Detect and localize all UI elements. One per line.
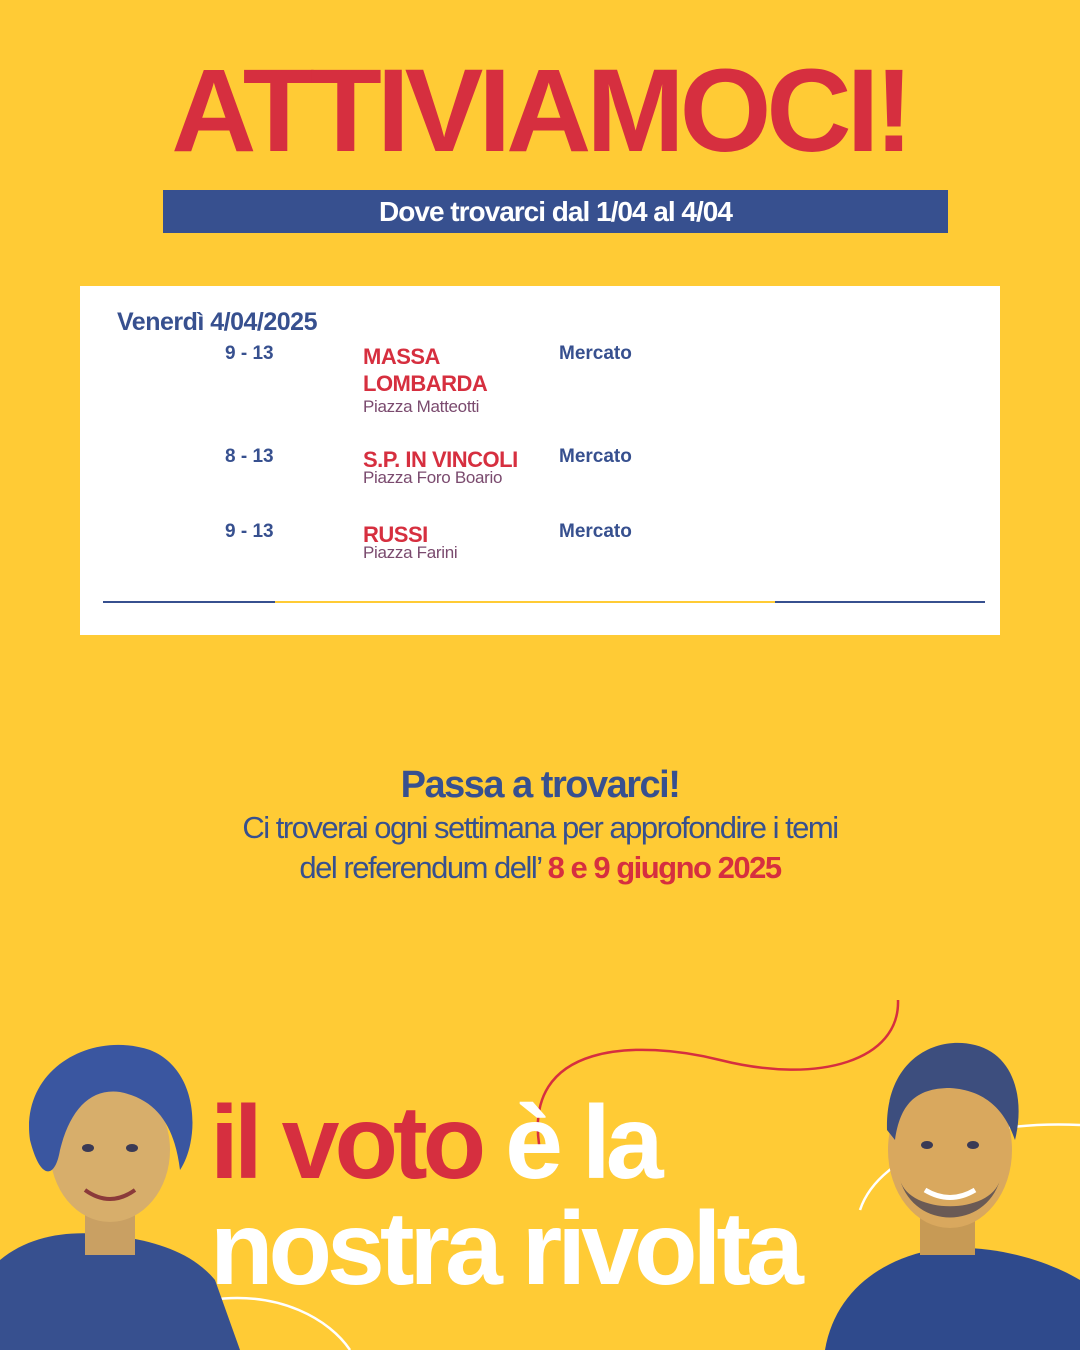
page-title: ATTIVIAMOCI! <box>171 45 909 177</box>
man-portrait-image <box>815 1030 1080 1350</box>
event-square: Piazza Foro Boario <box>363 468 503 487</box>
cta-line-2 <box>0 848 1080 888</box>
cta-line-1: Ci troverai ogni settimana per approfondire i temi <box>242 810 838 845</box>
call-to-action <box>0 762 1080 888</box>
event-time: 9 - 13 <box>225 343 274 364</box>
divider-middle <box>275 601 775 603</box>
event-kind: Mercato <box>559 343 632 364</box>
event-square: Piazza Matteotti <box>363 397 480 416</box>
event-time: 8 - 13 <box>225 446 274 467</box>
schedule-day: Venerdì 4/04/2025 <box>117 308 317 336</box>
event-square: Piazza Farini <box>363 543 458 562</box>
event-kind: Mercato <box>559 446 632 467</box>
date-range-banner: Dove trovarci dal 1/04 al 4/04 <box>163 190 948 233</box>
event-place: MASSA LOMBARDA <box>363 344 488 396</box>
event-time: 9 - 13 <box>225 521 274 542</box>
cta-headline: Passa a trovarci! <box>400 764 680 806</box>
slogan <box>210 1085 799 1307</box>
slogan-part-2: è la <box>481 1085 659 1201</box>
event-place: RUSSI <box>363 522 428 547</box>
woman-portrait-image <box>0 1030 240 1350</box>
cta-line-2-prefix: del referendum dell’ <box>299 850 548 885</box>
slogan-line-2: nostra rivolta <box>210 1191 799 1307</box>
event-place: S.P. IN VINCOLI <box>363 447 518 472</box>
divider-left <box>103 601 275 603</box>
slogan-line-1 <box>210 1085 799 1201</box>
schedule-card <box>80 286 1000 635</box>
slogan-part-1: il voto <box>210 1085 482 1201</box>
event-kind: Mercato <box>559 521 632 542</box>
divider-right <box>775 601 985 603</box>
referendum-date: 8 e 9 giugno 2025 <box>547 850 781 885</box>
